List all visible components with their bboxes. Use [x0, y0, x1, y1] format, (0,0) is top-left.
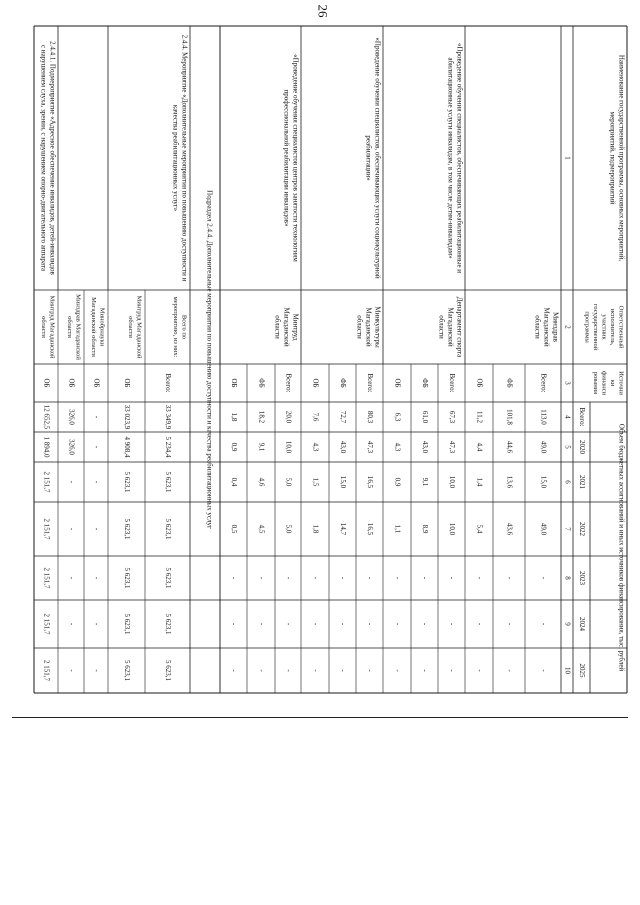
budget-value: -	[420, 669, 429, 672]
funding-source: ОБ	[122, 378, 131, 388]
header-responsible: государственной	[592, 303, 600, 351]
budget-value: -	[311, 622, 320, 626]
measure-name: абилитационные услуги инвалидам, в том числе детям-инвалидам»	[446, 57, 455, 259]
budget-value: 7,6	[311, 412, 320, 422]
responsible-executor: Минтруд Магаданской	[135, 295, 143, 359]
funding-source: Всего:	[365, 373, 374, 393]
budget-value: 9,1	[257, 442, 266, 452]
funding-source: Всего:	[539, 373, 548, 393]
submeasure-name: с нарушением слуха, зрения, с нарушением опорно-двигательного аппарата	[39, 44, 48, 272]
responsible-executor: мероприятию, из них:	[172, 296, 180, 358]
header-responsible: Ответственный	[617, 305, 625, 349]
budget-value: -	[229, 622, 238, 626]
budget-value: 47,3	[447, 440, 456, 454]
responsible-executor: области	[40, 316, 48, 338]
budget-value: 80,3	[365, 410, 374, 424]
budget-value: 15,0	[539, 475, 548, 489]
budget-value: 4,3	[393, 442, 402, 452]
responsible-executor: Магаданской	[364, 307, 373, 347]
page-number: 26	[315, 4, 330, 18]
budget-value: 4,3	[311, 442, 320, 452]
budget-value: -	[257, 622, 266, 626]
responsible-executor: области	[127, 316, 135, 338]
header-name: мероприятий, подмероприятий	[608, 111, 617, 205]
funding-source: ОБ	[475, 378, 484, 388]
responsible-executor: Минобрнауки	[98, 307, 106, 347]
header-year: 2025	[577, 663, 586, 678]
budget-value: 5,0	[284, 524, 293, 534]
budget-value: -	[539, 576, 548, 580]
budget-value: -	[475, 576, 484, 580]
budget-value: 0,5	[229, 524, 238, 534]
budget-value: -	[92, 445, 101, 449]
budget-value: 9,1	[420, 477, 429, 487]
budget-value: 5 623,1	[163, 471, 172, 493]
budget-value: 12 652,5	[42, 404, 51, 430]
budget-value: -	[311, 576, 320, 580]
responsible-executor: Департамент спорта	[455, 296, 464, 358]
budget-value: 2 151,7	[42, 660, 51, 681]
budget-value: 5 234,4	[163, 436, 172, 458]
header-source: ки	[609, 379, 617, 387]
budget-value: 67,3	[447, 410, 456, 424]
budget-value: -	[365, 622, 374, 626]
budget-value: 326,0	[67, 439, 76, 455]
budget-value: -	[92, 415, 101, 419]
budget-value: 5 623,1	[122, 567, 131, 589]
budget-value: -	[365, 576, 374, 580]
measure-name: 2.4.4. Мероприятие «Дополнительные мероприятия по повышению доступности и	[180, 34, 189, 282]
header-year: 2023	[577, 571, 586, 585]
budget-value: 101,8	[505, 409, 514, 425]
budget-value: 61,0	[420, 410, 429, 424]
funding-source: ОБ	[311, 378, 320, 388]
funding-source: ОБ	[67, 378, 76, 388]
budget-value: 0,9	[393, 477, 402, 487]
header-column-number: 2	[563, 325, 572, 329]
header-year: 2021	[577, 475, 586, 489]
header-column-number: 9	[563, 622, 572, 626]
funding-source: Всего:	[447, 373, 456, 393]
budget-value: -	[393, 622, 402, 626]
budget-value: -	[67, 622, 76, 626]
budget-value: 15,0	[338, 475, 347, 489]
budget-value: 326,0	[67, 409, 76, 425]
budget-value: -	[92, 622, 101, 626]
budget-value: -	[92, 480, 101, 484]
budget-value: -	[393, 576, 402, 580]
budget-value: -	[539, 669, 548, 672]
budget-value: 10,0	[284, 440, 293, 454]
responsible-executor: Минздрав Магаданской	[74, 294, 82, 360]
budget-value: 10,0	[447, 522, 456, 536]
header-column-number: 4	[563, 415, 572, 419]
budget-value: 18,2	[257, 410, 266, 424]
budget-value: 16,5	[365, 475, 374, 489]
submeasure-name: 2.4.4.1. Подмероприятие «Адресное обеспечение инвалидов, детей-инвалидов	[48, 41, 57, 275]
funding-source: ОБ	[229, 378, 238, 388]
responsible-executor: Магаданской области	[90, 297, 98, 357]
budget-value: -	[257, 669, 266, 672]
header-column-number: 7	[563, 527, 572, 531]
budget-value: 113,0	[539, 409, 548, 425]
header-source: рования	[592, 371, 600, 395]
budget-value: 5,0	[284, 477, 293, 487]
header-budget-group: Объем бюджетных ассигнований и иных источников финансирования, тыс. рублей	[617, 423, 626, 672]
budget-value: 11,2	[475, 411, 484, 423]
budget-value: 5,4	[475, 524, 484, 534]
header-source: Источни	[617, 371, 625, 395]
header-column-number: 5	[563, 445, 572, 449]
funding-source: ФБ	[338, 378, 347, 388]
funding-source: Всего:	[163, 373, 172, 393]
budget-value: 13,6	[505, 475, 514, 489]
budget-value: -	[505, 622, 514, 626]
budget-value: -	[229, 576, 238, 580]
budget-value: -	[447, 622, 456, 626]
budget-value: -	[420, 622, 429, 626]
budget-value: -	[67, 576, 76, 580]
budget-value: 43,6	[505, 522, 514, 536]
budget-value: -	[539, 622, 548, 626]
responsible-executor: Минздрав	[551, 312, 560, 342]
header-source: финанси	[600, 371, 608, 395]
responsible-executor: Минкультуры	[373, 306, 382, 348]
budget-value: 16,5	[365, 522, 374, 536]
budget-value: -	[393, 669, 402, 672]
budget-value: 2 151,7	[42, 567, 51, 589]
budget-value: 33 023,9	[122, 404, 131, 430]
header-name: Наименование государственной программы, основных мероприятий,	[617, 54, 626, 262]
responsible-executor: области	[66, 316, 74, 338]
budget-value: -	[92, 527, 101, 531]
measure-name: профессиональной реабилитации инвалидов»	[282, 89, 291, 227]
header-responsible: исполнитель,	[609, 308, 617, 346]
header-responsible: программы	[583, 311, 591, 343]
responsible-executor: Магаданской	[542, 307, 551, 347]
budget-value: -	[311, 669, 320, 672]
budget-value: 47,3	[365, 440, 374, 454]
budget-value: 49,0	[539, 522, 548, 536]
funding-source: ФБ	[257, 378, 266, 388]
budget-value: 5 623,1	[122, 471, 131, 493]
budget-value: -	[338, 669, 347, 672]
budget-value: 2 151,7	[42, 471, 51, 493]
budget-value: 6,3	[393, 412, 402, 422]
budget-value: -	[284, 669, 293, 672]
budget-value: -	[92, 576, 101, 580]
responsible-executor: Минтруд	[291, 313, 300, 341]
measure-name: «Проведение обучения специалистов центров занятости технологиям	[291, 54, 300, 262]
budget-value: 44,6	[505, 440, 514, 454]
budget-value: 1,8	[311, 524, 320, 534]
budget-value: -	[505, 669, 514, 672]
budget-value: -	[475, 669, 484, 672]
budget-value: 8,9	[420, 524, 429, 534]
measure-name: «Проведение обучения специалистов, обеспечивающих реабилитационные и	[455, 42, 464, 274]
responsible-executor: области	[533, 315, 542, 339]
responsible-executor: Всего по	[180, 314, 188, 340]
budget-value: 20,0	[284, 410, 293, 424]
budget-value: 1,5	[311, 477, 320, 487]
responsible-executor: области	[355, 315, 364, 339]
budget-value: -	[447, 576, 456, 580]
funding-source: ФБ	[420, 378, 429, 388]
budget-value: 49,0	[539, 440, 548, 454]
funding-source: ОБ	[42, 378, 51, 388]
funding-source: ОБ	[92, 378, 101, 388]
measure-name: реабилитации»	[364, 135, 373, 181]
budget-value: 10,0	[447, 475, 456, 489]
budget-value: -	[67, 480, 76, 484]
budget-value: -	[475, 622, 484, 626]
header-column-number: 6	[563, 480, 572, 484]
budget-value: 1,4	[475, 477, 484, 487]
budget-value: -	[447, 669, 456, 672]
funding-source: ОБ	[393, 378, 402, 388]
budget-value: -	[92, 669, 101, 672]
budget-value: 4,6	[257, 477, 266, 487]
budget-value: -	[284, 622, 293, 626]
budget-value: 5 623,1	[122, 660, 131, 681]
funding-source: Всего:	[284, 373, 293, 393]
header-year: 2020	[577, 440, 586, 454]
budget-value: 72,7	[338, 410, 347, 424]
responsible-executor: Магаданской	[282, 307, 291, 347]
budget-value: 5 623,1	[163, 518, 172, 540]
budget-value: -	[229, 669, 238, 672]
responsible-executor: области	[437, 315, 446, 339]
budget-value: 4 908,4	[122, 436, 131, 458]
subsection-title: Подраздел 2.4.4. Дополнительные мероприятия по повышению доступности и качества реабилитационных услуг	[205, 190, 214, 529]
budget-value: 14,7	[338, 522, 347, 536]
budget-value: 1 894,0	[42, 436, 51, 458]
budget-value: -	[505, 576, 514, 580]
responsible-executor: области	[273, 315, 282, 339]
funding-source: ФБ	[505, 378, 514, 388]
header-year: 2022	[577, 522, 586, 536]
budget-value: -	[338, 576, 347, 580]
budget-value: 1,1	[393, 524, 402, 534]
budget-value: -	[420, 576, 429, 580]
budget-value: -	[284, 576, 293, 580]
header-column-number: 3	[563, 381, 572, 385]
responsible-executor: Магаданской	[446, 307, 455, 347]
measure-name: «Проведение обучения специалистов, обеспечивающих услуги социокультурной	[373, 37, 382, 279]
header-column-number: 1	[563, 156, 572, 160]
measure-name: качества реабилитационных услуг»	[171, 104, 180, 212]
budget-value: 4,4	[475, 442, 484, 452]
budget-value: 5 623,1	[122, 518, 131, 540]
budget-value: -	[67, 669, 76, 672]
budget-value: 43,0	[338, 440, 347, 454]
budget-value: -	[338, 622, 347, 626]
budget-value: -	[257, 576, 266, 580]
budget-value: 0,9	[229, 442, 238, 452]
budget-value: 5 623,1	[122, 613, 131, 635]
budget-value: 4,5	[257, 524, 266, 534]
header-responsible: участник	[600, 314, 608, 340]
header-column-number: 10	[563, 667, 572, 674]
header-column-number: 8	[563, 576, 572, 580]
budget-value: 2 151,7	[42, 518, 51, 540]
budget-value: 5 623,1	[163, 613, 172, 635]
budget-value: 43,0	[420, 440, 429, 454]
bottom-rule	[12, 717, 628, 718]
budget-value: -	[365, 669, 374, 672]
header-total: Всего:	[577, 407, 586, 427]
header-year: 2024	[577, 617, 586, 631]
budget-value: 2 151,7	[42, 613, 51, 635]
budget-value: 0,4	[229, 477, 238, 487]
responsible-executor: Минтруд Магаданской	[48, 295, 56, 359]
budget-value: 33 349,9	[163, 404, 172, 430]
budget-value: 1,8	[229, 412, 238, 422]
budget-value: 5 623,1	[163, 660, 172, 681]
budget-value: 5 623,1	[163, 567, 172, 589]
budget-value: -	[67, 527, 76, 531]
